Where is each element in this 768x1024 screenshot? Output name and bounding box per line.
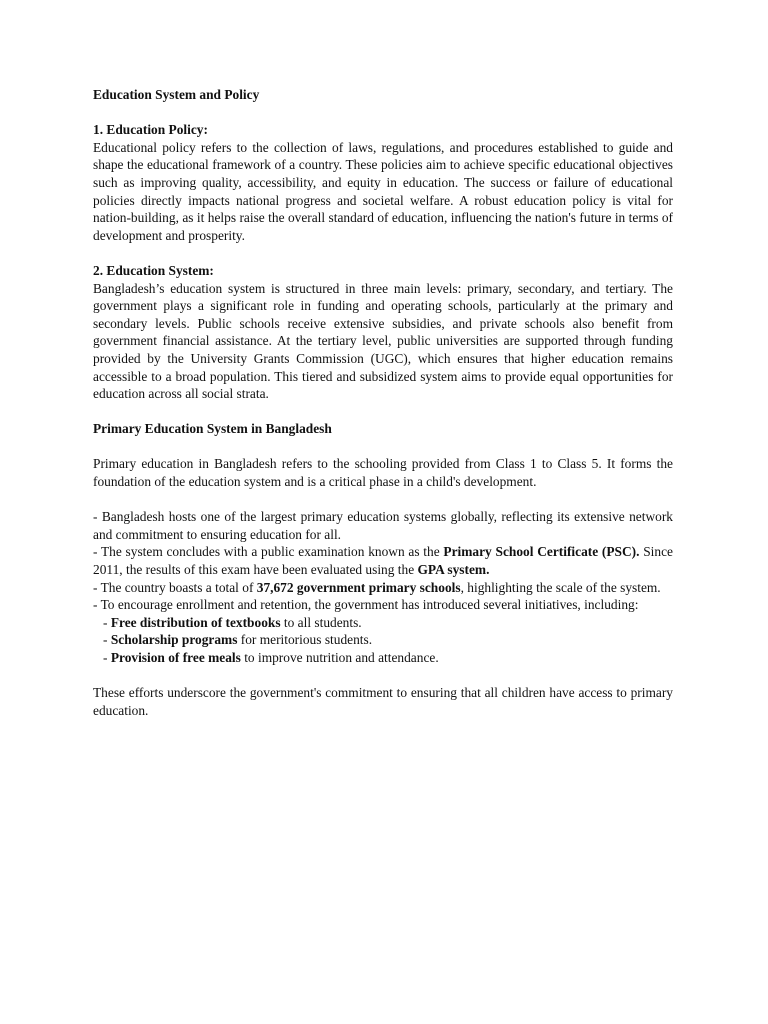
paragraph-education-policy: Educational policy refers to the collection of laws, regulations, and procedures established to guide and shape the educational framework of a country. These policies aim to achieve specific educational objectives such as improving quality, accessibility, and equity in education. The success or failure of educational policies directly impacts national progress and societal welfare. A robust education policy is vital for nation-building, as it helps raise the overall standard of education, influencing the nation's future in terms of development and prosperity. xyxy=(93,139,673,243)
spacer xyxy=(93,438,673,456)
bullet-psc-exam xyxy=(93,543,673,578)
sub-bullet-textbooks xyxy=(93,614,673,632)
text-run: Since 2011, the results of this exam have been evaluated using the xyxy=(93,544,673,578)
text-run-bold: 37,672 government primary schools xyxy=(256,579,461,595)
text-run: , highlighting the scale of the system. xyxy=(460,579,661,595)
bullet-school-count xyxy=(93,579,673,597)
spacer xyxy=(93,491,673,509)
text-run: - The system concludes with a public examination known as the xyxy=(93,544,444,560)
spacer xyxy=(93,403,673,421)
sub-bullet-meals xyxy=(93,649,673,667)
paragraph-primary-intro: Primary education in Bangladesh refers to the schooling provided from Class 1 to Class 5. It forms the foundation of the education system and is a critical phase in a child's development. xyxy=(93,456,673,490)
text-run-bold: Free distribution of textbooks xyxy=(110,614,281,630)
paragraph-education-system: Bangladesh’s education system is structured in three main levels: primary, secondary, and tertiary. The government plays a significant role in funding and operating schools, particularly at the primary and secondary levels. Public schools receive extensive subsidies, and private schools also benefit from government financial assistance. At the tertiary level, public universities are supported through funding provided by the University Grants Commission (UGC), which ensures that higher education remains accessible to a broad population. This tiered and subsidized system aims to provide equal opportunities for education across all social strata. xyxy=(93,280,673,402)
paragraph-conclusion: These efforts underscore the government's commitment to ensuring that all children have access to primary education. xyxy=(93,685,673,718)
text-run-bold: GPA system. xyxy=(417,562,490,578)
bullet-initiatives: - To encourage enrollment and retention, the government has introduced several initiatives, including: xyxy=(93,597,639,613)
spacer xyxy=(93,104,673,122)
document-title: Education System and Policy xyxy=(93,87,260,102)
text-run: - The country boasts a total of xyxy=(93,579,257,595)
document-page xyxy=(93,86,673,719)
text-run-bold: Scholarship programs xyxy=(110,632,238,648)
text-run: - xyxy=(103,650,111,665)
sub-bullet-scholarships xyxy=(93,631,673,649)
text-run: to improve nutrition and attendance. xyxy=(240,650,439,665)
bullet-largest-system: - Bangladesh hosts one of the largest primary education systems globally, reflecting its extensive network and commitment to ensuring education for all. xyxy=(93,509,673,542)
spacer xyxy=(93,244,673,262)
spacer xyxy=(93,667,673,685)
section-heading-primary-education: Primary Education System in Bangladesh xyxy=(93,421,332,437)
text-run-bold: Primary School Certificate (PSC). xyxy=(443,544,640,560)
section-heading-education-policy: 1. Education Policy: xyxy=(93,122,208,138)
text-run: - xyxy=(103,632,111,648)
text-run: to all students. xyxy=(280,614,362,630)
text-run: for meritorious students. xyxy=(237,632,373,648)
text-run-bold: Provision of free meals xyxy=(110,650,241,665)
text-run: - xyxy=(103,614,111,630)
section-heading-education-system: 2. Education System: xyxy=(93,262,214,278)
